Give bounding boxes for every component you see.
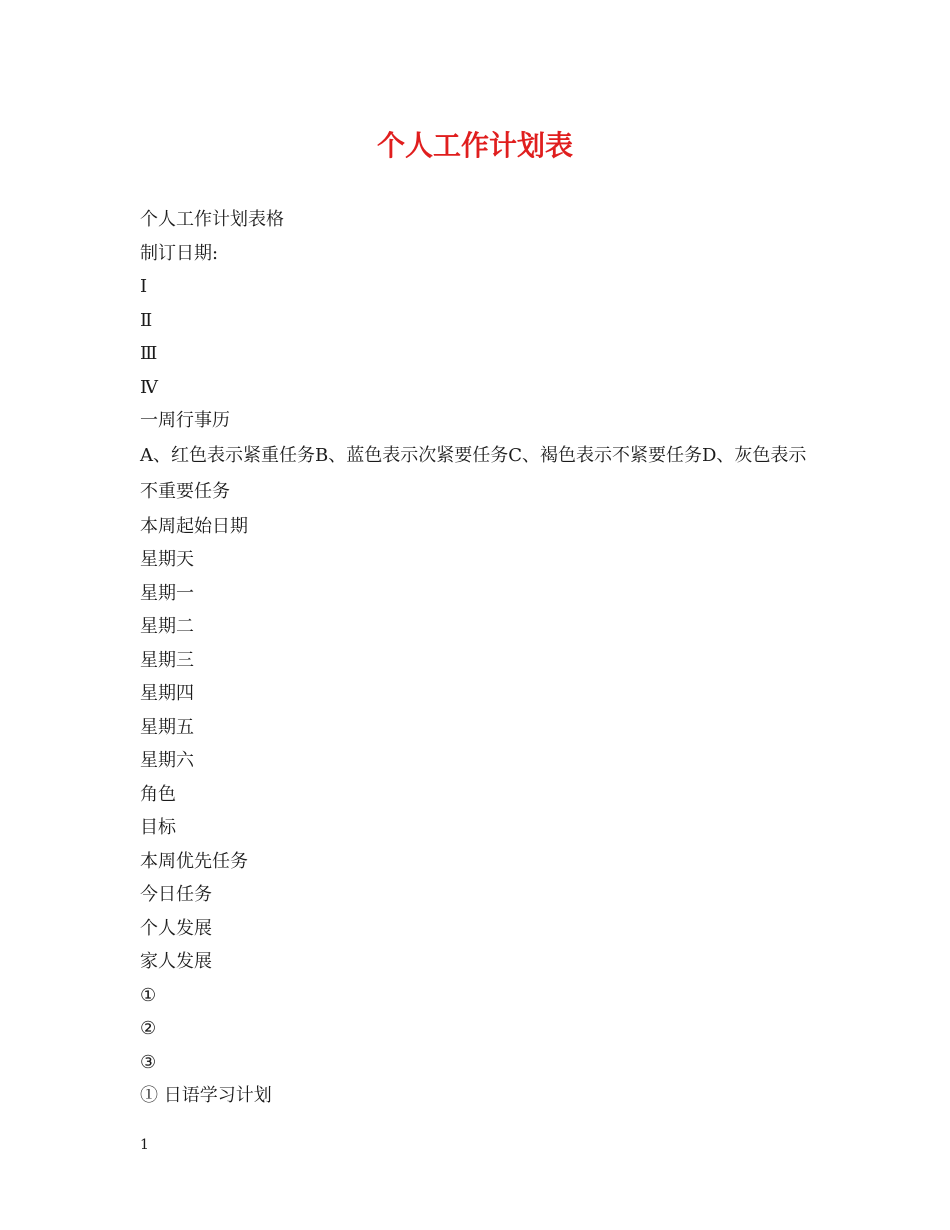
text-line: Ⅱ [140,309,153,331]
text-line: 星期三 [140,649,194,671]
text-line: 家人发展 [140,951,212,972]
text-line: Ⅳ [140,376,158,398]
text-line: Ⅰ [140,276,148,297]
text-line: ③ [140,1051,157,1073]
text-line: 本周起始日期 [140,515,248,537]
text-line: ② [140,1018,157,1039]
page-number: 1 [140,1137,149,1153]
text-line: 角色 [140,783,176,805]
text-line: Ⅲ [140,343,158,364]
page-title: 个人工作计划表 [376,129,573,162]
text-line: 本周优先任务 [140,850,248,872]
text-line: 星期一 [140,582,194,604]
text-line: 星期六 [140,750,194,771]
text-line: 个人发展 [140,917,212,939]
text-line: 星期天 [140,549,194,570]
text-line: 个人工作计划表格 [140,209,284,230]
text-line: 一周行事历 [140,410,230,431]
text-line: 星期四 [140,683,194,704]
text-line: 制订日期: [140,242,219,264]
text-line: ① 日语学习计划 [140,1085,272,1106]
text-line: 今日任务 [140,884,212,905]
text-paragraph: A、红色表示紧重任务B、蓝色表示次紧要任务C、褐色表示不紧要任务D、灰色表示不重要任务 [140,444,807,502]
text-line: ① [140,984,157,1006]
document-body [140,203,820,1113]
text-line: 星期二 [140,616,194,637]
text-line: 星期五 [140,716,194,738]
text-line: 目标 [140,817,176,838]
